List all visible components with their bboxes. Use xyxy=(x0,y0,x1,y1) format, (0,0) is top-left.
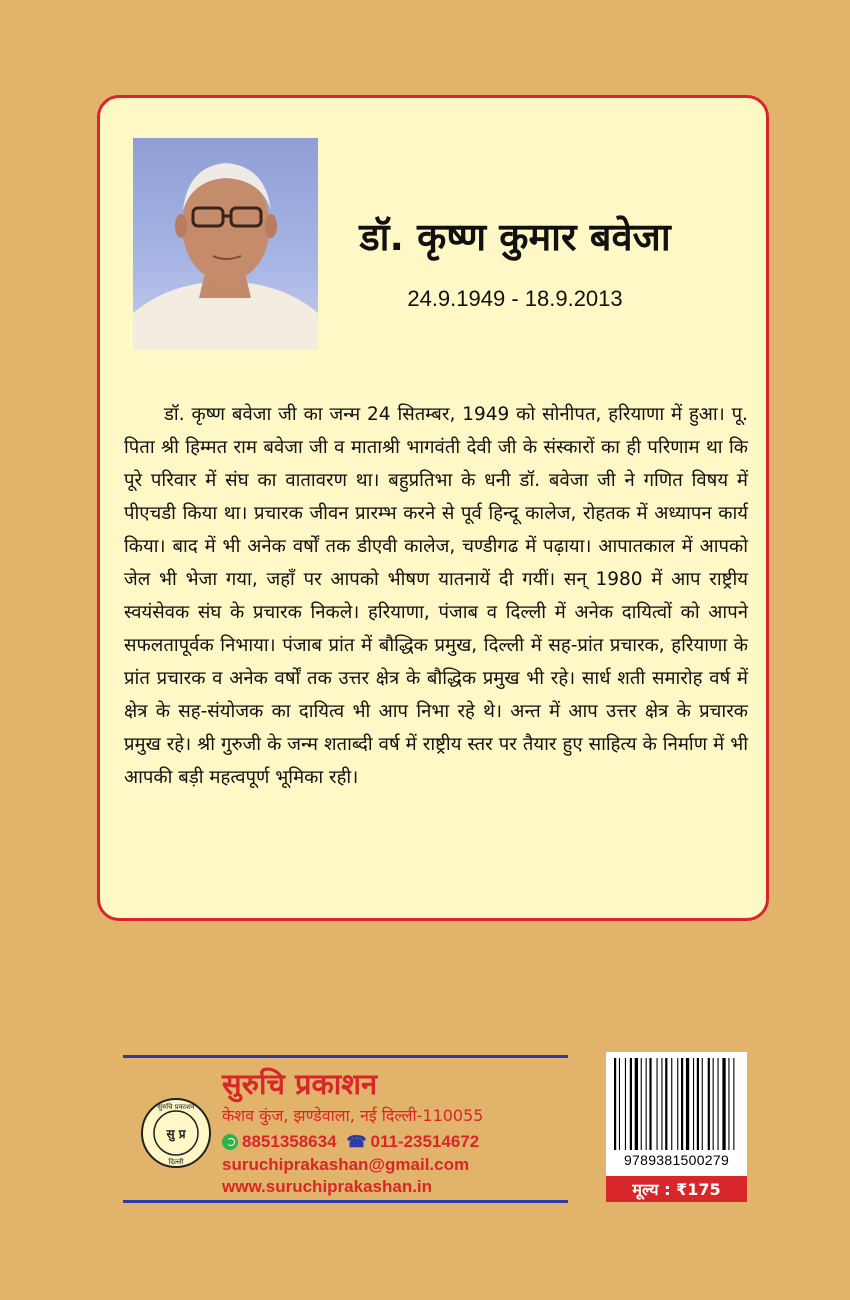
publisher-address: केशव कुंज, झण्डेवाला, नई दिल्ली-110055 xyxy=(222,1106,484,1125)
author-name: डॉ. कृष्ण कुमार बवेजा xyxy=(359,215,671,259)
publisher-phone: 011-23514672 xyxy=(370,1132,480,1151)
author-dates: 24.9.1949 - 18.9.2013 xyxy=(407,286,623,311)
publisher-name: सुरुचि प्रकाशन xyxy=(222,1067,378,1101)
publisher-bottom-rule xyxy=(123,1200,568,1203)
isbn-number: 9789381500279 xyxy=(623,1152,730,1168)
publisher-contact-row xyxy=(222,1129,479,1155)
publisher-top-rule xyxy=(123,1055,568,1058)
author-portrait-image xyxy=(133,138,318,350)
price-label: मूल्य : ₹175 xyxy=(606,1176,747,1202)
whatsapp-icon xyxy=(222,1134,238,1150)
author-panel xyxy=(97,95,769,921)
author-photo xyxy=(133,138,318,350)
author-biography: डॉ. कृष्ण बवेजा जी का जन्म 24 सितम्बर, 1949 को सोनीपत, हरियाणा में हुआ। पू. पिता श्री हिम्मत राम बवेजा जी व माताश्री भागवंती देवी जी के संस्कारों का ही परिणाम था कि पूरे परिवार में संघ का वातावरण था। बहुप्रतिभा के धनी डॉ. बवेजा जी ने गणित विषय में पीएचडी किया था। प्रचारक जीवन प्रारम्भ करने से पूर्व हिन्दू कालेज, रोहतक में अध्यापन कार्य किया। बाद में भी अनेक वर्षों तक डीएवी कालेज, चण्डीगढ में पढ़ाया। आपातकाल में आपको जेल भी भेजा गया, जहाँ पर आपको भीषण यातनायें दी गयीं। सन् 1980 में आप राष्ट्रीय स्वयंसेवक संघ के प्रचारक निकले। हरियाणा, पंजाब व दिल्ली में अनेक दायित्वों को आपने सफलतापूर्वक निभाया। पंजाब प्रांत में बौद्धिक प्रमुख, दिल्ली में सह-प्रांत प्रचारक, हरियाणा के प्रांत प्रचारक व अनेक वर्षों तक उत्तर क्षेत्र के बौद्धिक प्रमुख भी रहे। सार्ध शती समारोह वर्ष में क्षेत्र के सह-संयोजक का दायित्व भी आप निभा रहे थे। अन्त में आप उत्तर क्षेत्र के प्रचारक प्रमुख रहे। श्री गुरुजी के जन्म शताब्दी वर्ष में राष्ट्रीय स्तर पर तैयार हुए साहित्य के निर्माण में भी आपकी बड़ी महत्वपूर्ण भूमिका रही। xyxy=(124,404,748,788)
barcode-icon xyxy=(610,1058,743,1150)
seal-bottom-text: दिल्ली xyxy=(168,1158,184,1166)
publisher-website[interactable]: www.suruchiprakashan.in xyxy=(222,1177,433,1196)
publisher-email[interactable]: suruchiprakashan@gmail.com xyxy=(222,1155,470,1174)
publisher-seal xyxy=(140,1097,212,1169)
publisher-seal-icon xyxy=(140,1097,212,1169)
seal-center-text: सु प्र xyxy=(166,1127,186,1141)
seal-top-text: सुरुचि प्रकाशन xyxy=(157,1103,195,1111)
telephone-icon: ☎ xyxy=(346,1134,367,1151)
publisher-whatsapp: 8851358634 xyxy=(242,1132,337,1151)
barcode xyxy=(606,1052,747,1176)
